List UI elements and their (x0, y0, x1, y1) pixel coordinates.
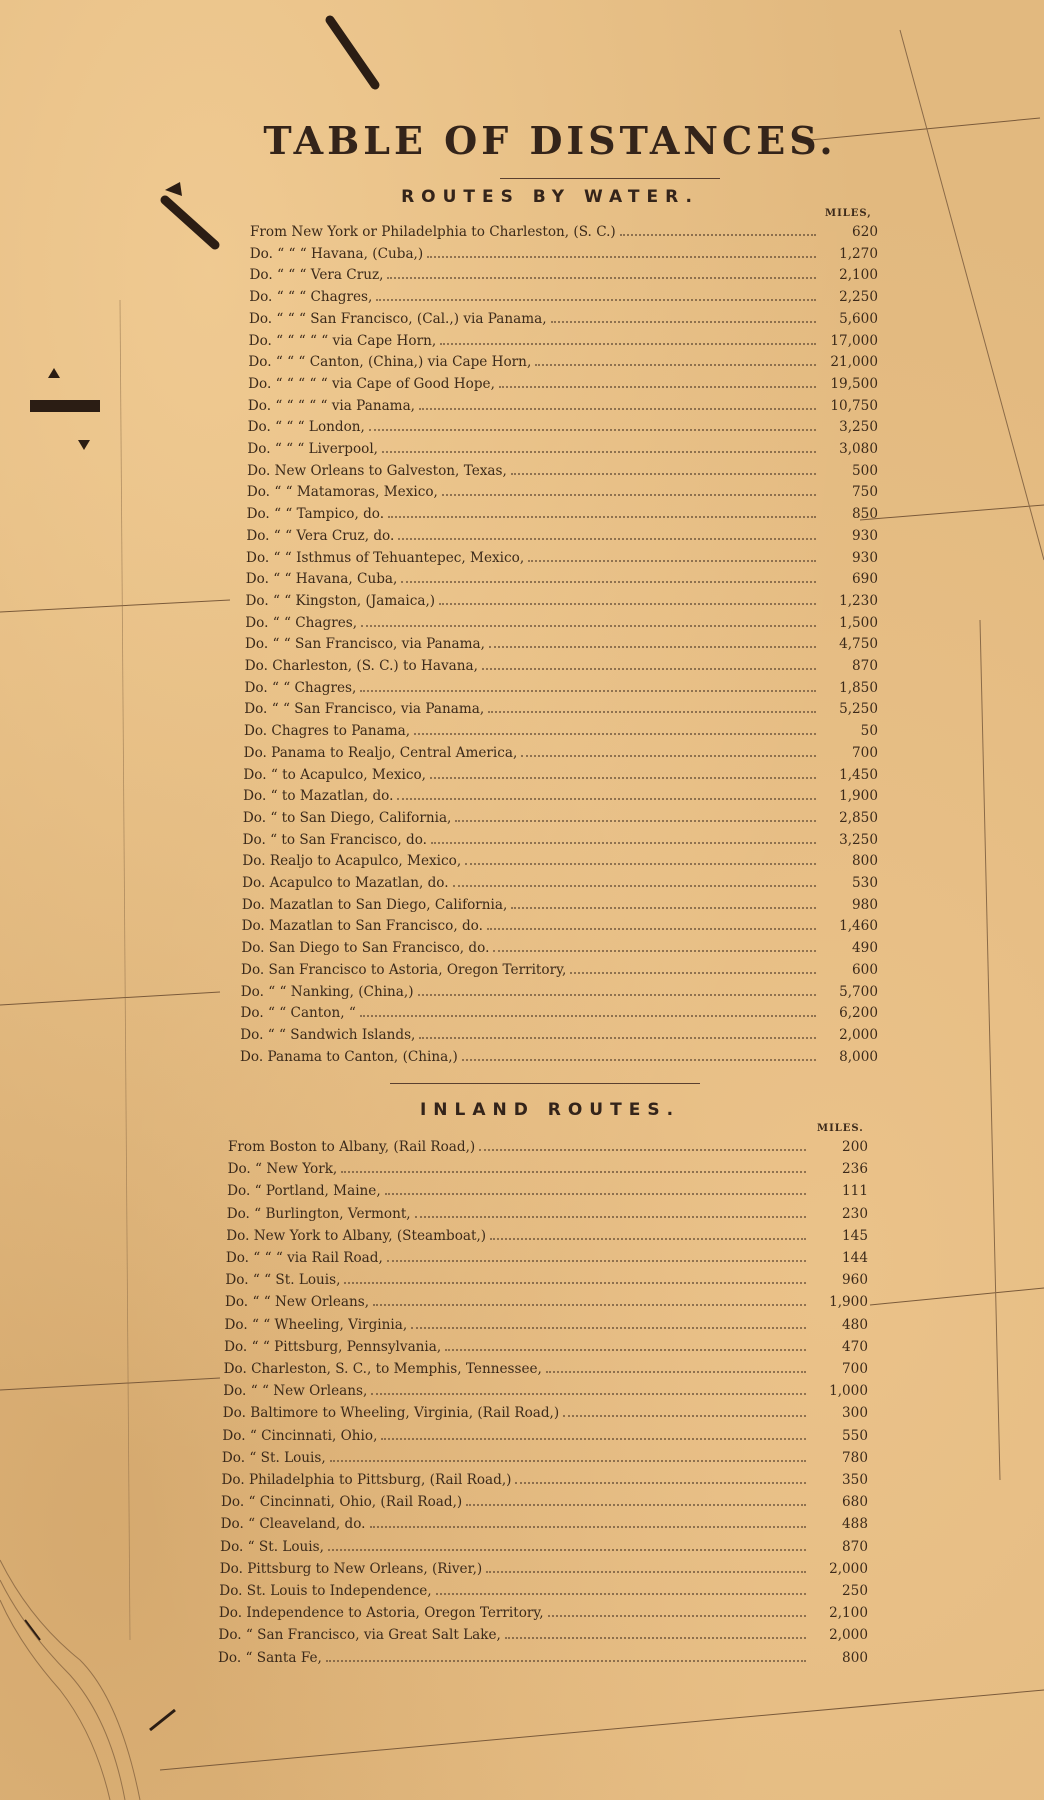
water-routes-heading: ROUTES BY WATER. (401, 187, 699, 207)
route-miles: 470 (842, 1338, 868, 1355)
dot-leader (419, 398, 816, 410)
inland-miles-label: MILES. (817, 1123, 864, 1134)
route-miles: 1,460 (839, 918, 878, 935)
table-row (242, 875, 878, 896)
dot-leader (415, 1206, 806, 1218)
table-row (242, 853, 878, 874)
dot-leader (361, 615, 816, 627)
table-row (245, 636, 878, 657)
route-miles: 21,000 (830, 354, 878, 371)
route-name: Do. “ “ “ “ “ via Panama, (247, 397, 415, 414)
route-miles: 1,900 (829, 1294, 868, 1311)
dot-leader (442, 484, 816, 496)
route-miles: 1,850 (839, 679, 878, 696)
table-row (249, 289, 878, 310)
dot-leader (521, 745, 816, 757)
route-name: Do. “ “ Vera Cruz, do. (246, 527, 395, 544)
route-miles: 5,250 (839, 701, 878, 718)
route-name: Do. Mazatlan to San Francisco, do. (241, 918, 483, 935)
route-name: Do. Charleston, (S. C.) to Havana, (244, 658, 478, 674)
route-miles: 1,900 (839, 788, 878, 805)
dot-leader (439, 593, 816, 605)
dot-leader (385, 1183, 806, 1195)
table-row (243, 810, 878, 831)
table-row (244, 680, 878, 701)
table-row (249, 333, 878, 354)
route-name: Do. “ “ San Francisco, via Panama, (244, 701, 485, 718)
route-name: Do. Mazatlan to San Diego, California, (241, 896, 508, 913)
route-miles: 236 (842, 1161, 868, 1178)
route-miles: 350 (842, 1472, 868, 1488)
dot-leader (371, 1383, 806, 1395)
table-row (245, 658, 878, 679)
route-name: Do. “ to San Diego, California, (242, 809, 452, 826)
route-miles: 111 (842, 1183, 868, 1200)
route-name: Do. Independence to Astoria, Oregon Territory, (218, 1605, 544, 1622)
table-row (246, 528, 878, 549)
table-row (226, 1250, 868, 1271)
route-miles: 5,700 (839, 983, 878, 1000)
table-row (228, 1161, 868, 1182)
table-row (221, 1494, 868, 1515)
route-name: Do. Panama to Realjo, Central America, (243, 744, 518, 761)
route-name: Do. Philadelphia to Pittsburg, (Rail Road,) (221, 1472, 512, 1488)
dot-leader (445, 1339, 806, 1351)
table-row (249, 311, 878, 332)
route-name: Do. “ “ Matamoras, Mexico, (246, 484, 438, 501)
route-name: From Boston to Albany, (Rail Road,) (228, 1139, 476, 1155)
route-name: Do. Chagres to Panama, (243, 723, 411, 740)
route-name: Do. “ Portland, Maine, (227, 1183, 381, 1200)
route-miles: 2,000 (829, 1627, 868, 1644)
table-row (241, 1005, 878, 1026)
table-row (241, 962, 878, 983)
table-row (248, 354, 878, 375)
route-miles: 620 (852, 224, 878, 240)
table-row (225, 1294, 868, 1315)
dot-leader (462, 1049, 816, 1061)
dot-leader (398, 528, 816, 540)
route-name: Do. “ “ Chagres, (245, 614, 358, 631)
dot-leader (551, 311, 816, 323)
dot-leader (360, 680, 816, 692)
route-miles: 3,250 (839, 831, 878, 848)
table-row (242, 918, 878, 939)
dot-leader (431, 832, 816, 844)
table-row (226, 1228, 868, 1249)
route-miles: 700 (842, 1361, 868, 1377)
dot-leader (369, 419, 816, 431)
route-miles: 6,200 (839, 1005, 878, 1022)
route-miles: 5,600 (839, 310, 878, 327)
route-miles: 800 (842, 1649, 868, 1666)
table-row (249, 267, 878, 288)
route-name: From New York or Philadelphia to Charleston, (S. C.) (250, 224, 616, 240)
route-name: Do. “ “ Havana, Cuba, (245, 571, 398, 588)
route-miles: 500 (852, 462, 878, 479)
route-name: Do. “ Cincinnati, Ohio, (222, 1427, 378, 1444)
dot-leader (360, 1005, 816, 1017)
dot-leader (563, 1405, 806, 1417)
dot-leader (382, 441, 816, 453)
table-row (227, 1183, 868, 1204)
route-name: Do. “ Cleaveland, do. (220, 1516, 366, 1533)
route-name: Do. “ “ San Francisco, via Panama, (245, 636, 485, 653)
table-row (246, 571, 878, 592)
table-row (225, 1272, 868, 1293)
route-name: Do. “ “ Canton, “ (240, 1005, 356, 1022)
route-miles: 680 (842, 1494, 868, 1511)
table-row (220, 1539, 868, 1560)
table-row (250, 246, 878, 267)
route-miles: 700 (852, 744, 878, 761)
table-row (224, 1361, 868, 1382)
route-name: Do. San Francisco to Astoria, Oregon Territory, (241, 961, 567, 978)
route-miles: 800 (852, 853, 878, 870)
route-miles: 1,230 (839, 592, 878, 609)
route-name: Do. “ St. Louis, (220, 1538, 324, 1555)
table-row (223, 1405, 868, 1426)
route-name: Do. “ to Acapulco, Mexico, (243, 766, 427, 783)
route-miles: 960 (842, 1272, 868, 1289)
dot-leader (387, 267, 816, 279)
table-row (248, 376, 878, 397)
route-name: Do. “ “ Sandwich Islands, (240, 1026, 416, 1043)
dot-leader (465, 853, 816, 865)
route-name: Do. “ to San Francisco, do. (242, 831, 427, 848)
route-name: Do. “ “ St. Louis, (225, 1272, 341, 1289)
table-row (244, 701, 878, 722)
table-row (244, 723, 878, 744)
dot-leader (490, 1228, 806, 1240)
dot-leader (548, 1605, 806, 1617)
route-miles: 1,500 (839, 614, 878, 631)
route-miles: 850 (852, 506, 878, 523)
section-divider (390, 1083, 700, 1084)
route-miles: 2,100 (829, 1605, 868, 1622)
table-row (227, 1206, 868, 1227)
route-miles: 980 (852, 896, 878, 913)
route-miles: 2,000 (829, 1560, 868, 1577)
route-miles: 2,000 (839, 1026, 878, 1043)
route-name: Do. “ “ Tampico, do. (246, 506, 385, 523)
page-title: TABLE OF DISTANCES. (263, 118, 837, 163)
route-name: Do. “ “ “ Havana, (Cuba,) (249, 245, 424, 262)
table-row (243, 767, 878, 788)
table-row (218, 1627, 868, 1648)
route-name: Do. “ “ Chagres, (244, 679, 357, 696)
table-row (240, 1027, 878, 1048)
route-miles: 490 (852, 940, 878, 957)
table-row (244, 745, 878, 766)
dot-leader (411, 1317, 806, 1329)
route-miles: 2,250 (839, 289, 878, 306)
route-name: Do. “ “ “ “ “ via Cape Horn, (248, 332, 437, 349)
route-miles: 550 (842, 1427, 868, 1444)
table-row (247, 441, 878, 462)
route-miles: 8,000 (839, 1048, 878, 1065)
table-row (240, 1049, 878, 1070)
route-miles: 250 (842, 1583, 868, 1599)
table-row (228, 1139, 868, 1160)
route-name: Do. “ “ New Orleans, (224, 1294, 370, 1311)
route-miles: 1,000 (829, 1383, 868, 1400)
dot-leader (489, 636, 816, 648)
route-name: Do. “ Cincinnati, Ohio, (Rail Road,) (221, 1494, 463, 1511)
dot-leader (528, 550, 816, 562)
dot-leader (486, 1561, 806, 1573)
route-miles: 2,850 (839, 809, 878, 826)
inland-routes-heading: INLAND ROUTES. (419, 1100, 681, 1120)
route-name: Do. “ “ “ via Rail Road, (225, 1250, 383, 1266)
dot-leader (466, 1494, 806, 1506)
dot-leader (387, 1250, 806, 1262)
route-miles: 17,000 (830, 332, 878, 349)
table-row (245, 615, 878, 636)
route-miles: 870 (842, 1538, 868, 1555)
dot-leader (440, 333, 816, 345)
route-miles: 300 (842, 1405, 868, 1422)
dot-leader (344, 1272, 806, 1284)
route-miles: 200 (842, 1139, 868, 1155)
route-miles: 50 (860, 723, 878, 740)
dot-leader (482, 658, 816, 670)
route-miles: 870 (852, 658, 878, 674)
dot-leader (381, 1428, 806, 1440)
route-miles: 1,450 (839, 766, 878, 783)
dot-leader (455, 810, 816, 822)
dot-leader (570, 962, 816, 974)
route-miles: 3,080 (839, 441, 878, 457)
route-miles: 4,750 (839, 636, 878, 653)
dot-leader (505, 1627, 806, 1639)
route-miles: 600 (852, 961, 878, 978)
table-row (219, 1583, 868, 1604)
route-name: Do. “ to Mazatlan, do. (243, 788, 394, 805)
route-miles: 690 (852, 571, 878, 588)
route-miles: 480 (842, 1316, 868, 1333)
route-name: Do. “ San Francisco, via Great Salt Lake, (218, 1627, 501, 1644)
dot-leader (493, 940, 816, 952)
table-row (219, 1605, 868, 1626)
route-miles: 488 (842, 1516, 868, 1533)
dot-leader (488, 701, 816, 713)
route-miles: 780 (842, 1449, 868, 1466)
route-name: Do. “ New York, (227, 1161, 338, 1178)
dot-leader (515, 1472, 806, 1484)
dot-leader (535, 354, 816, 366)
route-miles: 230 (842, 1205, 868, 1222)
water-miles-label: MILES, (825, 208, 872, 219)
dot-leader (487, 918, 816, 930)
table-row (222, 1428, 868, 1449)
dot-leader (330, 1450, 806, 1462)
route-miles: 530 (852, 875, 878, 891)
table-row (246, 593, 878, 614)
route-name: Do. “ St. Louis, (221, 1449, 326, 1466)
route-name: Do. “ “ New Orleans, (223, 1383, 368, 1400)
route-name: Do. Charleston, S. C., to Memphis, Tennessee, (223, 1361, 542, 1377)
table-row (224, 1339, 868, 1360)
dot-leader (427, 246, 816, 258)
table-row (225, 1317, 868, 1338)
dot-leader (620, 224, 816, 236)
route-name: Do. New York to Albany, (Steamboat,) (226, 1227, 487, 1244)
dot-leader (373, 1294, 806, 1306)
route-name: Do. Realjo to Acapulco, Mexico, (242, 853, 462, 870)
route-miles: 10,750 (830, 397, 878, 414)
table-row (218, 1650, 868, 1671)
dot-leader (418, 984, 816, 996)
route-name: Do. “ “ Nanking, (China,) (240, 983, 414, 1000)
route-name: Do. Pittsburg to New Orleans, (River,) (219, 1560, 483, 1577)
dot-leader (376, 289, 816, 301)
route-name: Do. “ “ “ Chagres, (249, 289, 373, 306)
route-name: Do. New Orleans to Galveston, Texas, (247, 462, 507, 479)
route-name: Do. “ “ Kingston, (Jamaica,) (245, 592, 436, 609)
route-name: Do. “ “ “ Canton, (China,) via Cape Horn, (248, 354, 532, 371)
route-name: Do. “ “ “ San Francisco, (Cal.,) via Panama, (248, 310, 547, 327)
dot-leader (326, 1650, 806, 1662)
route-name: Do. “ Burlington, Vermont, (226, 1205, 411, 1222)
table-row (247, 484, 878, 505)
route-name: Do. “ “ “ Liverpool, (247, 441, 378, 457)
route-miles: 930 (852, 527, 878, 544)
dot-leader (328, 1539, 806, 1551)
table-row (221, 1472, 868, 1493)
route-name: Do. “ Santa Fe, (218, 1649, 322, 1666)
route-name: Do. Acapulco to Mazatlan, do. (242, 875, 449, 891)
dot-leader (430, 767, 816, 779)
dot-leader (511, 463, 816, 475)
title-underline (500, 178, 720, 179)
route-name: Do. “ “ Pittsburg, Pennsylvania, (224, 1338, 442, 1355)
route-miles: 145 (842, 1227, 868, 1244)
dot-leader (419, 1027, 816, 1039)
route-miles: 144 (842, 1250, 868, 1266)
route-name: Do. “ “ “ Vera Cruz, (249, 267, 384, 284)
dot-leader (546, 1361, 806, 1373)
route-name: Do. “ “ “ “ “ via Cape of Good Hope, (248, 375, 495, 392)
dot-leader (388, 506, 816, 518)
dot-leader (479, 1139, 806, 1151)
route-miles: 750 (852, 484, 878, 501)
route-name: Do. “ “ “ London, (247, 419, 365, 436)
dot-leader (401, 571, 816, 583)
dot-leader (511, 897, 816, 909)
route-name: Do. “ “ Isthmus of Tehuantepec, Mexico, (246, 549, 525, 566)
route-miles: 3,250 (839, 419, 878, 436)
dot-leader (453, 875, 816, 887)
table-row (223, 1383, 868, 1404)
dot-leader (370, 1516, 806, 1528)
table-row (247, 463, 878, 484)
table-row (242, 897, 878, 918)
route-miles: 2,100 (839, 267, 878, 284)
dot-leader (397, 788, 816, 800)
route-name: Do. St. Louis to Independence, (219, 1583, 432, 1599)
table-row (241, 940, 878, 961)
table-row (243, 788, 878, 809)
table-row (220, 1561, 868, 1582)
route-miles: 1,270 (839, 245, 878, 262)
dot-leader (436, 1583, 806, 1595)
dot-leader (414, 723, 816, 735)
dot-leader (499, 376, 816, 388)
route-name: Do. San Diego to San Francisco, do. (241, 940, 490, 957)
route-name: Do. Panama to Canton, (China,) (240, 1048, 458, 1065)
table-row (221, 1516, 868, 1537)
table-row (243, 832, 878, 853)
route-name: Do. “ “ Wheeling, Virginia, (224, 1316, 408, 1333)
table-row (246, 550, 878, 571)
table-row (247, 506, 878, 527)
route-miles: 19,500 (830, 375, 878, 392)
dot-leader (341, 1161, 806, 1173)
route-name: Do. Baltimore to Wheeling, Virginia, (Rail Road,) (222, 1405, 560, 1422)
table-row (222, 1450, 868, 1471)
route-miles: 930 (852, 549, 878, 566)
table-row (241, 984, 878, 1005)
table-row (248, 419, 878, 440)
table-row (250, 224, 878, 245)
table-row (248, 398, 878, 419)
